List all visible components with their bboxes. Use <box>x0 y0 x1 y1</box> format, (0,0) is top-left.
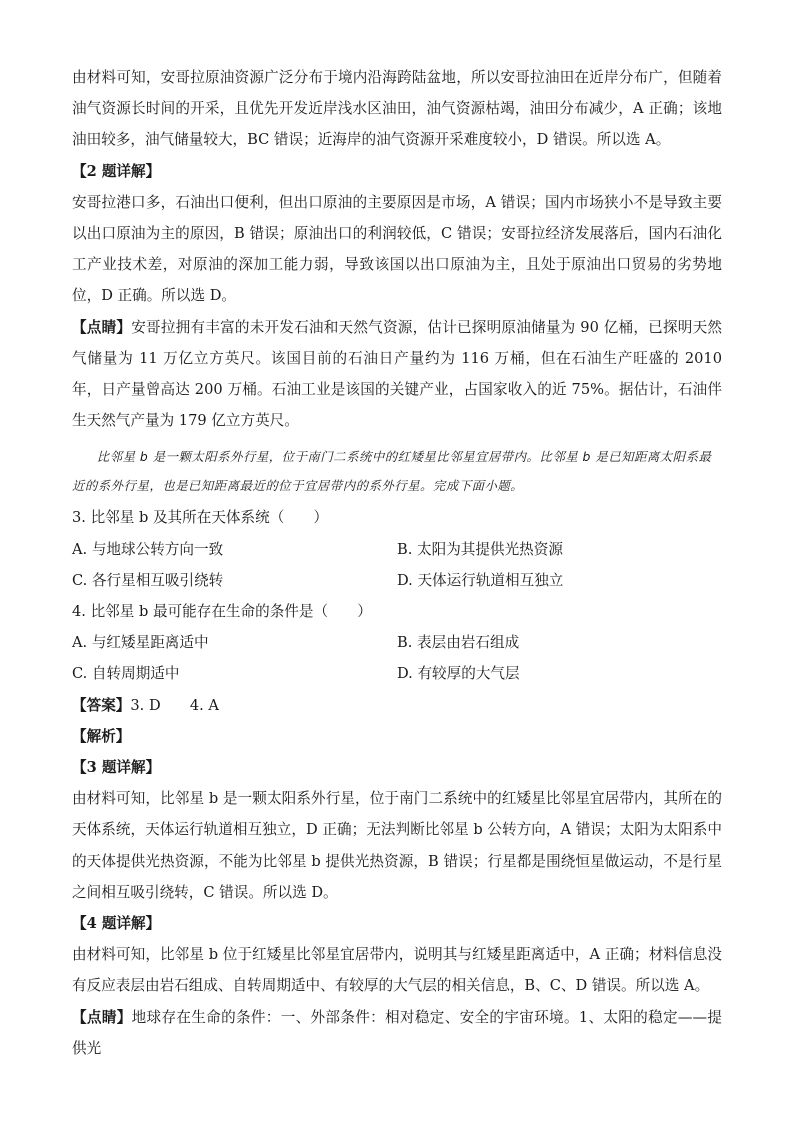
dianjing-note-1 <box>72 312 722 437</box>
dianjing-tag-2: 【点睛】 <box>72 1008 132 1026</box>
option-3b: B. 太阳为其提供光热资源 <box>397 540 563 558</box>
option-4c: C. 自转周期适中 <box>72 665 180 683</box>
dianjing-tag: 【点睛】 <box>72 318 132 336</box>
reading-passage: 比邻星 b 是一颗太阳系外行星，位于南门二系统中的红矮星比邻星宜居带内。比邻星 b 是已知距离太阳系最近的系外行星，也是已知距离最近的位于宜居带内的系外行星。完成下面小题。 <box>72 449 712 494</box>
heading-q3-detail: 【3 题详解】 <box>72 759 161 777</box>
question-3: 3. 比邻星 b 及其所在天体系统（ ） <box>72 509 329 527</box>
question-4-options-row-1 <box>72 627 722 658</box>
dianjing-note-2 <box>72 1002 722 1064</box>
option-3d: D. 天体运行轨道相互独立 <box>397 571 564 589</box>
question-3-options-row-2 <box>72 565 722 596</box>
heading-q2-detail: 【2 题详解】 <box>72 162 161 180</box>
heading-q4-detail: 【4 题详解】 <box>72 915 161 933</box>
analysis-heading: 【解析】 <box>72 727 131 745</box>
option-4d: D. 有较厚的大气层 <box>397 665 520 683</box>
paragraph-q1-analysis: 由材料可知，安哥拉原油资源广泛分布于境内沿海跨陆盆地，所以安哥拉油田在近岸分布广，但随着油气资源长时间的开采，且优先开发近岸浅水区油田，油气资源枯竭，油田分布减少，A 正确；该地油田较多，油气储量较大，BC 错误；近海岸的油气资源开采难度较小，D 错误。所以选 A。 <box>72 69 722 149</box>
dianjing-text: 安哥拉拥有丰富的未开发石油和天然气资源，估计已探明原油储量为 90 亿桶，已探明天然气储量为 11 万亿立方英尺。该国目前的石油日产量约为 116 万桶，但在石油生产旺盛的 2010 年，日产量曾高达 200 万桶。石油工业是该国的关键产业，占国家收入的近 75%。据估计，石油伴生天然气产量为 179 亿立方英尺。 <box>72 318 722 430</box>
option-4a: A. 与红矮星距离适中 <box>72 634 209 652</box>
option-4b: B. 表层由岩石组成 <box>397 634 520 652</box>
paragraph-q2-analysis: 安哥拉港口多，石油出口便利，但出口原油的主要原因是市场，A 错误；国内市场狭小不是导致主要以出口原油为主的原因，B 错误；原油出口的利润较低，C 错误；安哥拉经济发展落后，国内石油化工产业技术差，对原油的深加工能力弱，导致该国以出口原油为主，且处于原油出口贸易的劣势地位，D 正确。所以选 D。 <box>72 193 722 305</box>
option-3a: A. 与地球公转方向一致 <box>72 540 224 558</box>
question-3-options-row-1 <box>72 534 722 565</box>
question-4-options-row-2 <box>72 658 722 689</box>
paragraph-q4-analysis: 由材料可知，比邻星 b 位于红矮星比邻星宜居带内，说明其与红矮星距离适中，A 正确；材料信息没有反应表层由岩石组成、自转周期适中、有较厚的大气层的相关信息，B、C、D 错误。所以选 A。 <box>72 946 722 995</box>
answer-tag: 【答案】 <box>72 696 131 714</box>
paragraph-q3-analysis: 由材料可知，比邻星 b 是一颗太阳系外行星，位于南门二系统中的红矮星比邻星宜居带内，其所在的天体系统，天体运行轨道相互独立，D 正确；无法判断比邻星 b 公转方向，A 错误；太阳为太阳系中的天体提供光热资源，不能为比邻星 b 提供光热资源，B 错误；行星都是围绕恒星做运动，不是行星之间相互吸引绕转，C 错误。所以选 D。 <box>72 790 722 901</box>
option-3c: C. 各行星相互吸引绕转 <box>72 571 224 589</box>
dianjing-text-2: 地球存在生命的条件：一、外部条件：相对稳定、安全的宇宙环境。1、太阳的稳定——提供光 <box>72 1008 722 1057</box>
question-4: 4. 比邻星 b 最可能存在生命的条件是（ ） <box>72 603 372 621</box>
answer-line <box>72 690 722 721</box>
document-page <box>72 62 722 1064</box>
answer-text: 3. D 4. A <box>130 696 219 714</box>
